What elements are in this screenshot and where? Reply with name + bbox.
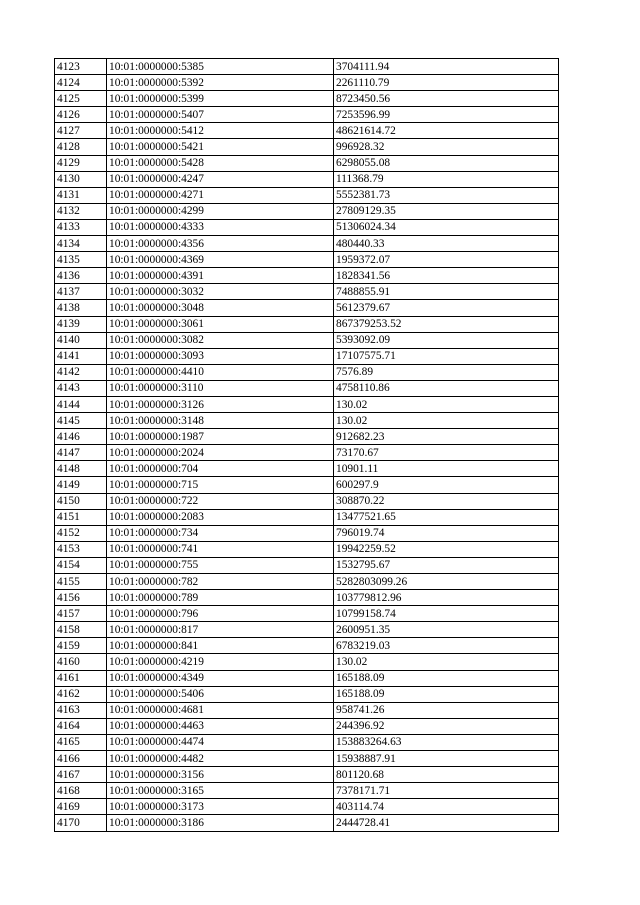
row-number-cell: 4134 xyxy=(55,236,107,252)
table-row xyxy=(55,332,559,348)
row-number-cell: 4154 xyxy=(55,557,107,573)
amount-cell: 130.02 xyxy=(334,413,559,429)
table-row xyxy=(55,348,559,364)
amount-cell: 153883264.63 xyxy=(334,734,559,750)
table-row xyxy=(55,429,559,445)
amount-cell: 7253596.99 xyxy=(334,107,559,123)
row-number-cell: 4131 xyxy=(55,187,107,203)
table-row xyxy=(55,606,559,622)
amount-cell: 912682.23 xyxy=(334,429,559,445)
row-number-cell: 4148 xyxy=(55,461,107,477)
row-number-cell: 4128 xyxy=(55,139,107,155)
table-row xyxy=(55,638,559,654)
table-row xyxy=(55,252,559,268)
row-number-cell: 4125 xyxy=(55,91,107,107)
cadastral-number-cell: 10:01:0000000:4410 xyxy=(107,364,334,380)
table-row xyxy=(55,364,559,380)
row-number-cell: 4136 xyxy=(55,268,107,284)
table-row xyxy=(55,574,559,590)
cadastral-number-cell: 10:01:0000000:3048 xyxy=(107,300,334,316)
amount-cell: 2261110.79 xyxy=(334,75,559,91)
cadastral-number-cell: 10:01:0000000:755 xyxy=(107,557,334,573)
amount-cell: 600297.9 xyxy=(334,477,559,493)
cadastral-number-cell: 10:01:0000000:5399 xyxy=(107,91,334,107)
table-row xyxy=(55,622,559,638)
cadastral-number-cell: 10:01:0000000:4299 xyxy=(107,203,334,219)
table-row xyxy=(55,139,559,155)
amount-cell: 796019.74 xyxy=(334,525,559,541)
row-number-cell: 4155 xyxy=(55,574,107,590)
cadastral-number-cell: 10:01:0000000:4247 xyxy=(107,171,334,187)
amount-cell: 1532795.67 xyxy=(334,557,559,573)
table-row xyxy=(55,445,559,461)
row-number-cell: 4137 xyxy=(55,284,107,300)
table-row xyxy=(55,107,559,123)
amount-cell: 958741.26 xyxy=(334,702,559,718)
table-row xyxy=(55,815,559,831)
cadastral-number-cell: 10:01:0000000:3093 xyxy=(107,348,334,364)
amount-cell: 7378171.71 xyxy=(334,783,559,799)
amount-cell: 130.02 xyxy=(334,654,559,670)
cadastral-number-cell: 10:01:0000000:4391 xyxy=(107,268,334,284)
table-row xyxy=(55,557,559,573)
amount-cell: 1959372.07 xyxy=(334,252,559,268)
cadastral-number-cell: 10:01:0000000:4349 xyxy=(107,670,334,686)
cadastral-number-cell: 10:01:0000000:5385 xyxy=(107,59,334,75)
amount-cell: 6298055.08 xyxy=(334,155,559,171)
table-row xyxy=(55,509,559,525)
cadastral-number-cell: 10:01:0000000:4681 xyxy=(107,702,334,718)
table-row xyxy=(55,751,559,767)
row-number-cell: 4151 xyxy=(55,509,107,525)
amount-cell: 308870.22 xyxy=(334,493,559,509)
table-row xyxy=(55,670,559,686)
amount-cell: 403114.74 xyxy=(334,799,559,815)
row-number-cell: 4135 xyxy=(55,252,107,268)
row-number-cell: 4153 xyxy=(55,541,107,557)
table-row xyxy=(55,123,559,139)
row-number-cell: 4129 xyxy=(55,155,107,171)
row-number-cell: 4140 xyxy=(55,332,107,348)
amount-cell: 19942259.52 xyxy=(334,541,559,557)
table-row xyxy=(55,268,559,284)
cadastral-number-cell: 10:01:0000000:3110 xyxy=(107,380,334,396)
table-row xyxy=(55,171,559,187)
cadastral-number-cell: 10:01:0000000:4333 xyxy=(107,219,334,235)
row-number-cell: 4158 xyxy=(55,622,107,638)
row-number-cell: 4165 xyxy=(55,734,107,750)
row-number-cell: 4164 xyxy=(55,718,107,734)
table-row xyxy=(55,187,559,203)
table-row xyxy=(55,59,559,75)
row-number-cell: 4149 xyxy=(55,477,107,493)
amount-cell: 5393092.09 xyxy=(334,332,559,348)
row-number-cell: 4146 xyxy=(55,429,107,445)
row-number-cell: 4145 xyxy=(55,413,107,429)
data-table xyxy=(54,58,559,832)
cadastral-number-cell: 10:01:0000000:715 xyxy=(107,477,334,493)
table-row xyxy=(55,734,559,750)
amount-cell: 2600951.35 xyxy=(334,622,559,638)
cadastral-number-cell: 10:01:0000000:3165 xyxy=(107,783,334,799)
amount-cell: 867379253.52 xyxy=(334,316,559,332)
amount-cell: 51306024.34 xyxy=(334,219,559,235)
cadastral-number-cell: 10:01:0000000:722 xyxy=(107,493,334,509)
amount-cell: 2444728.41 xyxy=(334,815,559,831)
cadastral-number-cell: 10:01:0000000:3061 xyxy=(107,316,334,332)
table-row xyxy=(55,654,559,670)
cadastral-number-cell: 10:01:0000000:2024 xyxy=(107,445,334,461)
table-row xyxy=(55,91,559,107)
amount-cell: 111368.79 xyxy=(334,171,559,187)
row-number-cell: 4150 xyxy=(55,493,107,509)
cadastral-number-cell: 10:01:0000000:4356 xyxy=(107,236,334,252)
row-number-cell: 4152 xyxy=(55,525,107,541)
row-number-cell: 4162 xyxy=(55,686,107,702)
table-row xyxy=(55,203,559,219)
row-number-cell: 4168 xyxy=(55,783,107,799)
table-row xyxy=(55,380,559,396)
row-number-cell: 4169 xyxy=(55,799,107,815)
amount-cell: 165188.09 xyxy=(334,686,559,702)
cadastral-number-cell: 10:01:0000000:4369 xyxy=(107,252,334,268)
table-row xyxy=(55,477,559,493)
table-row xyxy=(55,75,559,91)
cadastral-number-cell: 10:01:0000000:3186 xyxy=(107,815,334,831)
row-number-cell: 4142 xyxy=(55,364,107,380)
cadastral-number-cell: 10:01:0000000:3156 xyxy=(107,767,334,783)
table-row xyxy=(55,541,559,557)
amount-cell: 5552381.73 xyxy=(334,187,559,203)
table-row xyxy=(55,718,559,734)
table-row xyxy=(55,525,559,541)
amount-cell: 480440.33 xyxy=(334,236,559,252)
row-number-cell: 4147 xyxy=(55,445,107,461)
table-row xyxy=(55,783,559,799)
table-row xyxy=(55,799,559,815)
cadastral-number-cell: 10:01:0000000:3126 xyxy=(107,396,334,412)
row-number-cell: 4157 xyxy=(55,606,107,622)
table-row xyxy=(55,284,559,300)
cadastral-number-cell: 10:01:0000000:734 xyxy=(107,525,334,541)
cadastral-number-cell: 10:01:0000000:782 xyxy=(107,574,334,590)
table-row xyxy=(55,702,559,718)
amount-cell: 130.02 xyxy=(334,396,559,412)
amount-cell: 15938887.91 xyxy=(334,751,559,767)
cadastral-number-cell: 10:01:0000000:4474 xyxy=(107,734,334,750)
cadastral-number-cell: 10:01:0000000:817 xyxy=(107,622,334,638)
row-number-cell: 4132 xyxy=(55,203,107,219)
cadastral-number-cell: 10:01:0000000:5392 xyxy=(107,75,334,91)
table-row xyxy=(55,236,559,252)
amount-cell: 7488855.91 xyxy=(334,284,559,300)
amount-cell: 48621614.72 xyxy=(334,123,559,139)
amount-cell: 103779812.96 xyxy=(334,590,559,606)
cadastral-number-cell: 10:01:0000000:796 xyxy=(107,606,334,622)
cadastral-number-cell: 10:01:0000000:5421 xyxy=(107,139,334,155)
amount-cell: 244396.92 xyxy=(334,718,559,734)
row-number-cell: 4138 xyxy=(55,300,107,316)
amount-cell: 8723450.56 xyxy=(334,91,559,107)
cadastral-number-cell: 10:01:0000000:4463 xyxy=(107,718,334,734)
cadastral-number-cell: 10:01:0000000:3082 xyxy=(107,332,334,348)
row-number-cell: 4130 xyxy=(55,171,107,187)
row-number-cell: 4123 xyxy=(55,59,107,75)
row-number-cell: 4170 xyxy=(55,815,107,831)
amount-cell: 5612379.67 xyxy=(334,300,559,316)
cadastral-number-cell: 10:01:0000000:4271 xyxy=(107,187,334,203)
table-body xyxy=(55,59,559,832)
cadastral-number-cell: 10:01:0000000:741 xyxy=(107,541,334,557)
table-row xyxy=(55,300,559,316)
row-number-cell: 4144 xyxy=(55,396,107,412)
cadastral-number-cell: 10:01:0000000:704 xyxy=(107,461,334,477)
amount-cell: 27809129.35 xyxy=(334,203,559,219)
table-row xyxy=(55,686,559,702)
cadastral-number-cell: 10:01:0000000:1987 xyxy=(107,429,334,445)
amount-cell: 4758110.86 xyxy=(334,380,559,396)
cadastral-number-cell: 10:01:0000000:841 xyxy=(107,638,334,654)
row-number-cell: 4139 xyxy=(55,316,107,332)
cadastral-number-cell: 10:01:0000000:5406 xyxy=(107,686,334,702)
cadastral-number-cell: 10:01:0000000:5407 xyxy=(107,107,334,123)
amount-cell: 10901.11 xyxy=(334,461,559,477)
cadastral-number-cell: 10:01:0000000:3148 xyxy=(107,413,334,429)
table-row xyxy=(55,316,559,332)
cadastral-number-cell: 10:01:0000000:3032 xyxy=(107,284,334,300)
amount-cell: 73170.67 xyxy=(334,445,559,461)
amount-cell: 801120.68 xyxy=(334,767,559,783)
amount-cell: 5282803099.26 xyxy=(334,574,559,590)
cadastral-number-cell: 10:01:0000000:4482 xyxy=(107,751,334,767)
amount-cell: 7576.89 xyxy=(334,364,559,380)
row-number-cell: 4167 xyxy=(55,767,107,783)
cadastral-number-cell: 10:01:0000000:5428 xyxy=(107,155,334,171)
row-number-cell: 4166 xyxy=(55,751,107,767)
row-number-cell: 4163 xyxy=(55,702,107,718)
amount-cell: 6783219.03 xyxy=(334,638,559,654)
row-number-cell: 4156 xyxy=(55,590,107,606)
row-number-cell: 4161 xyxy=(55,670,107,686)
cadastral-number-cell: 10:01:0000000:3173 xyxy=(107,799,334,815)
table-row xyxy=(55,155,559,171)
amount-cell: 3704111.94 xyxy=(334,59,559,75)
cadastral-number-cell: 10:01:0000000:4219 xyxy=(107,654,334,670)
row-number-cell: 4160 xyxy=(55,654,107,670)
row-number-cell: 4124 xyxy=(55,75,107,91)
row-number-cell: 4133 xyxy=(55,219,107,235)
table-row xyxy=(55,413,559,429)
table-row xyxy=(55,461,559,477)
amount-cell: 10799158.74 xyxy=(334,606,559,622)
cadastral-number-cell: 10:01:0000000:5412 xyxy=(107,123,334,139)
row-number-cell: 4126 xyxy=(55,107,107,123)
amount-cell: 1828341.56 xyxy=(334,268,559,284)
amount-cell: 17107575.71 xyxy=(334,348,559,364)
row-number-cell: 4143 xyxy=(55,380,107,396)
table-row xyxy=(55,396,559,412)
amount-cell: 996928.32 xyxy=(334,139,559,155)
row-number-cell: 4141 xyxy=(55,348,107,364)
amount-cell: 165188.09 xyxy=(334,670,559,686)
amount-cell: 13477521.65 xyxy=(334,509,559,525)
cadastral-number-cell: 10:01:0000000:789 xyxy=(107,590,334,606)
table-row xyxy=(55,219,559,235)
table-row xyxy=(55,767,559,783)
row-number-cell: 4127 xyxy=(55,123,107,139)
table-row xyxy=(55,590,559,606)
row-number-cell: 4159 xyxy=(55,638,107,654)
table-row xyxy=(55,493,559,509)
cadastral-number-cell: 10:01:0000000:2083 xyxy=(107,509,334,525)
